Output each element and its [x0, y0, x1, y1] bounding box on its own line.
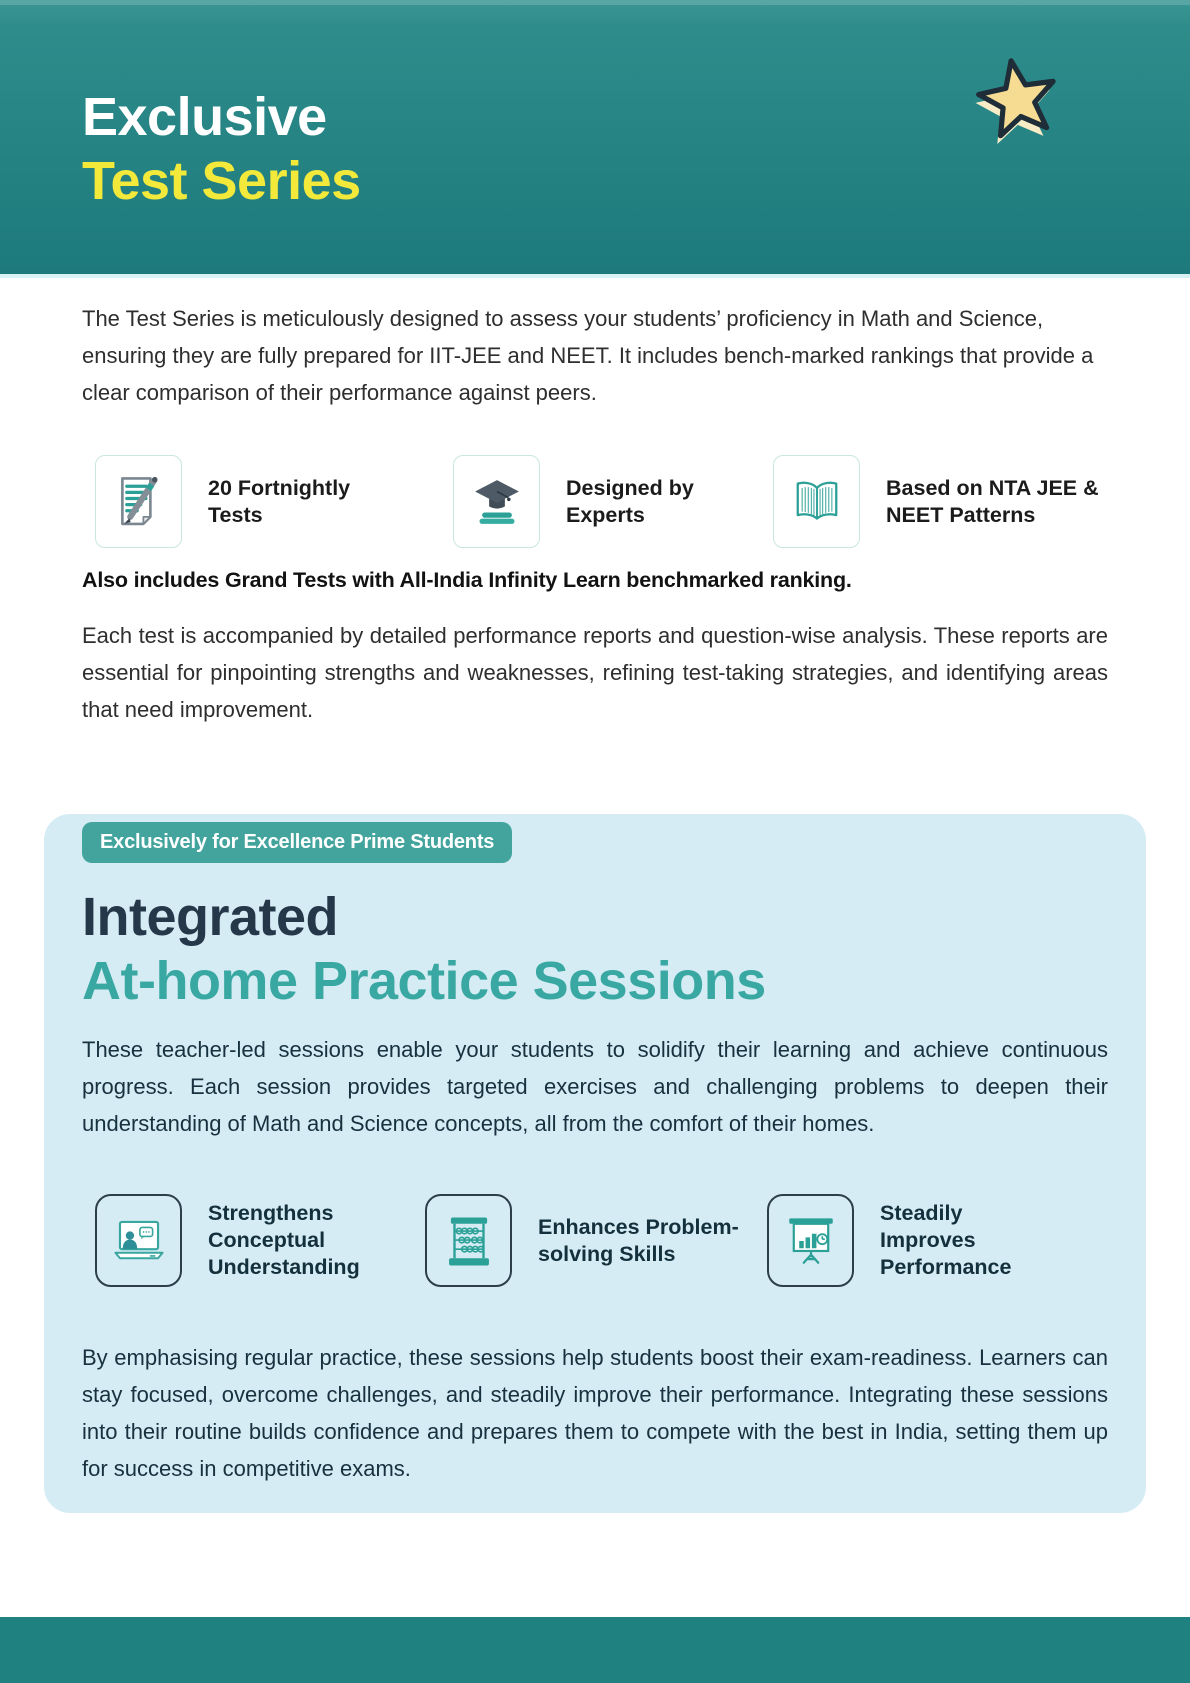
prime-description: These teacher-led sessions enable your students to solidify their learning and achieve continuous progress. Each session provides targeted exercises and challenging problems to deepen their understanding of Math and Science concepts, all from the comfort of their homes.: [82, 1037, 1108, 1136]
prime-title-line1: Integrated: [82, 887, 339, 947]
feature-nta-patterns: [773, 455, 1101, 548]
abacus-icon: [425, 1194, 512, 1287]
page-title: [82, 88, 361, 214]
laptop-tutor-icon: [95, 1194, 182, 1287]
feature-fortnightly-tests: [95, 455, 453, 548]
feature-label: Enhances Problem-solving Skills: [538, 1214, 739, 1266]
page-title-line2: Test Series: [82, 151, 361, 212]
feature-label: 20 Fortnightly Tests: [208, 475, 351, 527]
feature-label: Based on NTA JEE & NEET Patterns: [886, 475, 1099, 527]
main-content: [0, 300, 1190, 728]
reports-paragraph: Each test is accompanied by detailed performance reports and question-wise analysis. These reports are essential for pinpointing strengths and weaknesses, refining test-taking strategies, and identifying areas that need improvement.: [82, 623, 1108, 722]
prime-title-line2: At-home Practice Sessions: [82, 951, 766, 1011]
feature-label: Designed by Experts: [566, 475, 694, 527]
test-series-features: [95, 455, 1108, 548]
open-book-icon: [773, 455, 860, 548]
intro-paragraph: The Test Series is meticulously designed to assess your students’ proficiency in Math and Science, ensuring they are fully prepared for IIT-JEE and NEET. It includes bench-marked rankings that provide a clear comparison of their performance against peers.: [82, 306, 1094, 405]
presentation-chart-icon: [767, 1194, 854, 1287]
feature-designed-by-experts: [453, 455, 773, 548]
star-icon: [968, 48, 1068, 152]
feature-improves-performance: [767, 1194, 1045, 1287]
feature-label: Steadily Improves Performance: [880, 1201, 1012, 1279]
prime-features: [95, 1194, 1108, 1287]
grand-tests-note: Also includes Grand Tests with All-India Infinity Learn benchmarked ranking.: [82, 568, 852, 592]
paper-pencil-icon: [95, 455, 182, 548]
closing-paragraph: By emphasising regular practice, these sessions help students boost their exam-readiness. Learners can stay focused, overcome challenges, and steadily improve their performance. Integrating these sessions into their routine builds confidence and prepares them to compete with the best in India, setting them up for success in competitive exams.: [82, 1345, 1108, 1481]
graduation-cap-icon: [453, 455, 540, 548]
prime-badge: Exclusively for Excellence Prime Students: [82, 822, 512, 863]
feature-conceptual-understanding: [95, 1194, 425, 1287]
prime-title: [82, 885, 1108, 1013]
feature-label: Strengthens Conceptual Understanding: [208, 1201, 360, 1279]
header-banner: [0, 0, 1190, 278]
footer-strip: [0, 1617, 1190, 1683]
page-title-line1: Exclusive: [82, 87, 327, 147]
prime-section: [44, 814, 1146, 1513]
feature-problem-solving: [425, 1194, 767, 1287]
